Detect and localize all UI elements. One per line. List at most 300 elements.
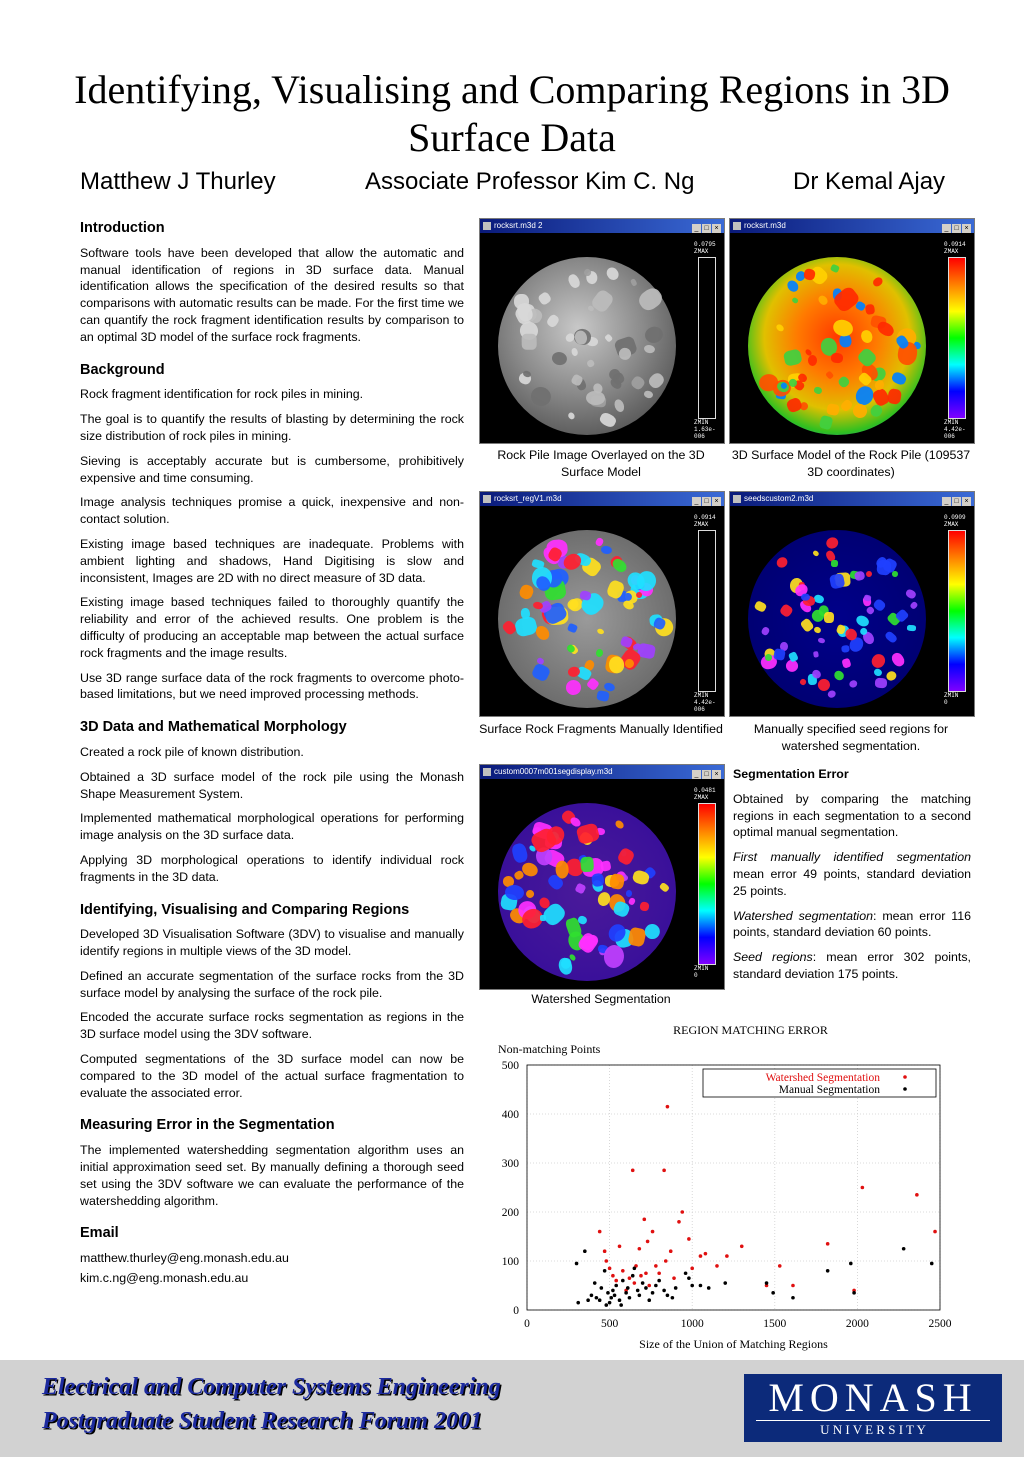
data-point xyxy=(639,1274,643,1278)
data-point xyxy=(671,1296,675,1300)
rock-fragment xyxy=(785,396,802,413)
chart-title: REGION MATCHING ERROR xyxy=(673,1023,828,1037)
rock-fragment xyxy=(866,571,872,578)
zmin-readout xyxy=(694,965,708,979)
zmin-label: ZMIN xyxy=(944,419,959,426)
data-point xyxy=(626,1286,630,1290)
rock-fragment xyxy=(629,278,637,287)
maximize-button[interactable]: □ xyxy=(952,224,961,233)
rock-fragment xyxy=(580,856,593,871)
rock-fragment xyxy=(545,313,560,329)
data-point xyxy=(915,1193,919,1197)
data-point xyxy=(826,1242,830,1246)
viewer-window xyxy=(729,491,975,717)
rock-fragment xyxy=(518,583,535,601)
data-point xyxy=(614,1284,618,1288)
surface-disk xyxy=(498,530,676,708)
data-point xyxy=(608,1267,612,1271)
colour-scale-bar xyxy=(698,530,716,692)
data-point xyxy=(618,1298,622,1302)
data-point xyxy=(664,1259,668,1263)
rock-fragment xyxy=(775,555,790,570)
data-point xyxy=(647,1284,651,1288)
segmentation-error-box xyxy=(733,766,971,991)
data-point xyxy=(669,1249,673,1253)
email-link[interactable]: kim.c.ng@eng.monash.edu.au xyxy=(80,1271,249,1286)
x-axis-label: Size of the Union of Matching Regions xyxy=(639,1337,828,1351)
rock-fragment xyxy=(643,344,655,353)
rock-fragment xyxy=(905,588,917,600)
rock-fragment xyxy=(818,637,826,644)
data-point xyxy=(725,1254,729,1258)
rock-fragment xyxy=(865,304,875,315)
paragraph: Obtained a 3D surface model of the rock pile using the Monash Shape Measurement System. xyxy=(80,769,464,801)
rock-fragment xyxy=(659,882,670,893)
zmax-value: 0.0481 xyxy=(694,787,716,794)
close-button[interactable]: × xyxy=(962,224,971,233)
data-point xyxy=(654,1264,658,1268)
data-point xyxy=(608,1301,612,1305)
paragraph: Applying 3D morphological operations to identify individual rock fragments in the 3D data. xyxy=(80,852,464,884)
rock-fragment xyxy=(604,265,621,282)
data-point xyxy=(765,1281,769,1285)
section-heading: Email xyxy=(80,1225,119,1242)
paragraph: Obtained by comparing the matching regions in each segmentation to a second optimal manual segmentation. xyxy=(733,791,971,840)
rock-fragment xyxy=(889,651,906,669)
rock-fragment xyxy=(869,403,885,419)
window-titlebar xyxy=(480,219,724,233)
rock-fragment xyxy=(798,678,806,686)
rock-fragment xyxy=(808,355,817,366)
rock-fragment xyxy=(826,690,837,700)
rock-fragment xyxy=(830,263,840,272)
rock-fragment xyxy=(528,385,553,409)
zmin-readout xyxy=(694,692,724,713)
rock-fragment xyxy=(876,559,891,575)
section-heading: Identifying, Visualising and Comparing Regions xyxy=(80,901,410,918)
result-text: : mean error 302 points, standard deviation 175 points. xyxy=(733,950,971,981)
data-point xyxy=(849,1262,853,1266)
zmax-readout xyxy=(694,514,716,528)
minimize-button[interactable]: _ xyxy=(692,770,701,779)
paragraph: Computed segmentations of the 3D surface model can now be compared to the 3D model of the actual surface fragmentation to evaluate the associated error. xyxy=(80,1052,464,1100)
y-tick-label: 0 xyxy=(513,1305,519,1317)
window-titlebar xyxy=(730,492,974,506)
email-link[interactable]: matthew.thurley@eng.monash.edu.au xyxy=(80,1251,289,1266)
section-identifying xyxy=(80,902,464,1102)
footer-line-1: Electrical and Computer Systems Engineering xyxy=(42,1374,501,1400)
figure-caption: Surface Rock Fragments Manually Identified xyxy=(479,722,723,736)
data-point xyxy=(654,1284,658,1288)
data-point xyxy=(715,1264,719,1268)
figure-caption: Manually specified seed regions for watershed segmentation. xyxy=(753,722,949,753)
rock-fragment xyxy=(826,403,839,416)
app-icon xyxy=(483,222,491,230)
zmin-label: ZMIN xyxy=(694,965,709,972)
section-background xyxy=(80,362,464,704)
data-point xyxy=(687,1237,691,1241)
paragraph: Rock fragment identification for rock piles in mining. xyxy=(80,387,364,402)
section-heading: 3D Data and Mathematical Morphology xyxy=(80,719,347,736)
left-column xyxy=(80,220,464,1303)
rock-fragment xyxy=(869,652,887,671)
x-tick-label: 1000 xyxy=(680,1318,704,1330)
rock-fragment xyxy=(828,573,845,589)
rock-fragment xyxy=(814,651,820,658)
data-point xyxy=(603,1269,607,1273)
data-point xyxy=(657,1279,661,1283)
zmax-value: 0.0914 xyxy=(944,241,966,248)
plot-frame xyxy=(527,1065,940,1310)
data-point xyxy=(704,1252,708,1256)
rock-fragment xyxy=(849,679,859,688)
paragraph: Defined an accurate segmentation of the surface rocks from the 3D surface model by analysing the surface of the rock pile. xyxy=(80,968,464,1000)
section-email xyxy=(80,1225,464,1286)
rock-fragment xyxy=(642,921,663,942)
data-point xyxy=(699,1284,703,1288)
figure-caption: Rock Pile Image Overlayed on the 3D Surface Model xyxy=(497,448,705,479)
x-tick-label: 1500 xyxy=(763,1318,787,1330)
data-point xyxy=(826,1269,830,1273)
rock-fragment xyxy=(854,570,866,581)
rock-fragment xyxy=(596,628,605,636)
zmax-readout xyxy=(944,241,966,255)
close-button[interactable]: × xyxy=(712,770,721,779)
rock-fragment xyxy=(831,560,838,568)
y-axis-label: Non-matching Points xyxy=(498,1042,601,1056)
data-point xyxy=(641,1281,645,1285)
section-measuring xyxy=(80,1117,464,1209)
legend-label: Manual Segmentation xyxy=(778,1084,880,1096)
rock-fragment xyxy=(574,883,586,895)
minimize-button[interactable]: _ xyxy=(942,497,951,506)
author-2: Associate Professor Kim C. Ng xyxy=(365,168,695,195)
rock-fragment xyxy=(855,614,871,629)
zmin-value: 4.42e-006 xyxy=(694,699,716,713)
data-point xyxy=(933,1230,937,1234)
data-point xyxy=(631,1169,635,1173)
data-point xyxy=(707,1286,711,1290)
viewer-window xyxy=(729,218,975,444)
rock-fragment xyxy=(883,630,897,644)
data-point xyxy=(771,1291,775,1295)
zmax-readout xyxy=(944,514,966,528)
x-tick-label: 0 xyxy=(524,1318,530,1330)
result-label: First manually identified segmentation xyxy=(733,850,971,865)
rock-fragment xyxy=(890,371,908,387)
colour-scale-bar xyxy=(698,257,716,419)
minimize-button[interactable]: _ xyxy=(692,224,701,233)
rock-fragment xyxy=(525,889,535,899)
monash-logo xyxy=(744,1374,1002,1442)
window-title: custom0007m001segdisplay.m3d xyxy=(494,767,613,776)
rock-fragment xyxy=(885,670,898,682)
rock-fragment xyxy=(819,415,834,431)
paragraph: The goal is to quantify the results of blasting by determining the rock size distribution of rock piles in mining. xyxy=(80,412,464,443)
rock-fragment xyxy=(775,323,785,333)
surface-disk xyxy=(748,530,926,708)
paragraph: Use 3D range surface data of the rock fragments to overcome photo-based limitations, but we need improved processing methods. xyxy=(80,670,464,702)
zmax-value: 0.0914 xyxy=(694,514,716,521)
rock-fragment xyxy=(907,625,916,631)
data-point xyxy=(631,1274,635,1278)
data-point xyxy=(723,1281,727,1285)
rock-fragment xyxy=(813,386,823,395)
rock-fragment xyxy=(609,873,625,890)
data-point xyxy=(791,1296,795,1300)
section-heading: Introduction xyxy=(80,220,165,236)
paragraph: Sieving is acceptably accurate but is cumbersome, prohibitively expensive and time consuming. xyxy=(80,453,464,485)
author-1: Matthew J Thurley xyxy=(80,168,276,195)
colour-scale-bar xyxy=(948,530,966,692)
result-text: mean error 49 points, standard deviation 25 points. xyxy=(733,866,971,898)
close-button[interactable]: × xyxy=(712,224,721,233)
data-point xyxy=(586,1298,590,1302)
data-point xyxy=(902,1247,906,1251)
data-point xyxy=(633,1267,637,1271)
data-point xyxy=(604,1303,608,1307)
data-point xyxy=(628,1276,632,1280)
paragraph: Existing image based techniques are inadequate. Problems with ambient lighting and shadows, Hand Digitising is slow and inconsistent, Images are 2D with no direct measure of 3D data. xyxy=(80,536,464,585)
window-title: seedscustom2.m3d xyxy=(744,494,814,503)
maximize-button[interactable]: □ xyxy=(952,497,961,506)
data-point xyxy=(624,1291,628,1295)
data-point xyxy=(684,1271,688,1275)
y-tick-label: 100 xyxy=(501,1256,519,1268)
data-point xyxy=(680,1210,684,1214)
rock-fragment xyxy=(753,600,767,613)
rock-fragment xyxy=(603,333,612,342)
rock-fragment xyxy=(817,294,830,307)
app-icon xyxy=(483,768,491,776)
paragraph: Encoded the accurate surface rocks segmentation as regions in the 3D surface model using the 3DV software. xyxy=(80,1010,464,1042)
region-matching-chart xyxy=(480,1018,960,1356)
rock-fragment xyxy=(510,842,529,864)
data-point xyxy=(778,1264,782,1268)
result-label: Seed regions xyxy=(733,950,813,965)
data-point xyxy=(852,1291,856,1295)
rock-fragment xyxy=(832,669,846,683)
y-tick-label: 200 xyxy=(501,1207,519,1219)
window-title: rocksrt.m3d xyxy=(744,221,786,230)
data-point xyxy=(593,1281,597,1285)
rock-fragment xyxy=(613,398,626,413)
rock-fragment xyxy=(841,657,851,668)
data-point xyxy=(583,1249,587,1253)
rock-fragment xyxy=(892,571,898,577)
x-tick-label: 2500 xyxy=(928,1318,952,1330)
rock-fragment xyxy=(636,285,666,314)
data-point xyxy=(636,1289,640,1293)
zmax-label: ZMAX xyxy=(694,521,709,528)
colour-scale-bar xyxy=(698,803,716,965)
close-button[interactable]: × xyxy=(962,497,971,506)
zmax-value: 0.0909 xyxy=(944,514,966,521)
subsection-heading: Segmentation Error xyxy=(733,767,849,781)
section-heading: Background xyxy=(80,361,165,378)
maximize-button[interactable]: □ xyxy=(702,770,711,779)
paragraph: Existing image based techniques failed to thoroughly quantify the reliability and error of the achieved results. One problem is the difficulty of producing an acceptable map between the actual surface rock fragments and the image results. xyxy=(80,595,464,660)
x-tick-label: 500 xyxy=(600,1318,619,1330)
legend-marker xyxy=(903,1075,907,1079)
data-point xyxy=(638,1294,642,1298)
data-point xyxy=(662,1289,666,1293)
author-3: Dr Kemal Ajay xyxy=(793,168,946,195)
viewer-window xyxy=(479,764,725,990)
window-title: rocksrt_regV1.m3d xyxy=(494,494,562,503)
data-point xyxy=(619,1303,623,1307)
data-point xyxy=(699,1254,703,1258)
data-point xyxy=(600,1286,604,1290)
minimize-button[interactable]: _ xyxy=(692,497,701,506)
rock-fragment xyxy=(831,318,855,340)
data-point xyxy=(651,1230,655,1234)
data-point xyxy=(666,1294,670,1298)
legend-label: Watershed Segmentation xyxy=(765,1072,880,1084)
data-point xyxy=(791,1284,795,1288)
data-point xyxy=(687,1276,691,1280)
data-point xyxy=(633,1281,637,1285)
data-point xyxy=(614,1279,618,1283)
legend-marker xyxy=(903,1087,907,1091)
rock-fragment xyxy=(630,374,647,391)
surface-disk xyxy=(748,257,926,435)
data-point xyxy=(621,1279,625,1283)
rock-fragment xyxy=(887,388,902,405)
rock-fragment xyxy=(837,375,851,389)
rock-fragment xyxy=(596,690,609,702)
rock-fragment xyxy=(910,600,919,609)
data-point xyxy=(638,1247,642,1251)
rock-fragment xyxy=(514,615,539,638)
rock-fragment xyxy=(628,897,637,906)
zmin-label: ZMIN xyxy=(694,692,709,699)
data-point xyxy=(621,1269,625,1273)
paragraph: Image analysis techniques promise a quick, inexpensive and non-contact solution. xyxy=(80,495,464,527)
rock-fragment xyxy=(791,297,799,305)
y-tick-label: 300 xyxy=(501,1158,519,1170)
zmin-readout xyxy=(694,419,724,440)
close-button[interactable]: × xyxy=(712,497,721,506)
zmax-label: ZMAX xyxy=(694,248,709,255)
footer-line-2: Postgraduate Student Research Forum 2001 xyxy=(42,1408,483,1434)
figure-caption: 3D Surface Model of the Rock Pile (109537 3D coordinates) xyxy=(731,448,971,479)
data-point xyxy=(628,1296,632,1300)
data-point xyxy=(595,1296,599,1300)
data-point xyxy=(646,1240,650,1244)
viewer-window xyxy=(479,218,725,444)
zmin-label: ZMIN xyxy=(944,692,959,699)
logo-sub-text: U N I V E R S I T Y xyxy=(756,1420,990,1439)
surface-disk xyxy=(498,257,676,435)
data-point xyxy=(590,1294,594,1298)
window-titlebar xyxy=(730,219,974,233)
data-point xyxy=(598,1230,602,1234)
window-titlebar xyxy=(480,492,724,506)
data-point xyxy=(613,1294,617,1298)
app-icon xyxy=(733,495,741,503)
data-point xyxy=(690,1267,694,1271)
zmin-value: 0 xyxy=(944,699,948,706)
data-point xyxy=(611,1274,615,1278)
data-point xyxy=(644,1271,648,1275)
rock-fragment xyxy=(799,617,814,633)
rock-fragment xyxy=(859,328,874,344)
rock-fragment xyxy=(540,915,546,921)
paragraph: Created a rock pile of known distribution. xyxy=(80,744,304,759)
result-item xyxy=(733,849,971,899)
rock-fragment xyxy=(643,389,654,398)
data-point xyxy=(606,1291,610,1295)
rock-fragment xyxy=(616,846,636,866)
maximize-button[interactable]: □ xyxy=(702,224,711,233)
zmax-label: ZMAX xyxy=(944,248,959,255)
paragraph: Developed 3D Visualisation Software (3DV) to visualise and manually identify regions in multiple views of the 3D model. xyxy=(80,927,464,959)
zmax-label: ZMAX xyxy=(694,794,709,801)
data-point xyxy=(657,1271,661,1275)
rock-fragment xyxy=(813,626,822,634)
data-point xyxy=(647,1298,651,1302)
result-label: Watershed segmentation xyxy=(733,908,873,923)
data-point xyxy=(930,1262,934,1266)
rock-fragment xyxy=(537,290,553,306)
rock-fragment xyxy=(646,371,666,390)
rock-fragment xyxy=(856,347,878,369)
rock-fragment xyxy=(600,545,612,555)
rock-fragment xyxy=(831,352,844,363)
section-heading: Measuring Error in the Segmentation xyxy=(80,1117,335,1134)
paragraph: Software tools have been developed that allow the automatic and manual identification of regions in 3D surface data. Manual identification allows the specification of the desired results so that comparisons with automatic results can be made. For the first time we can quantify the rock fragment identification results by comparison to an optimal 3D model of the surface rock fragments. xyxy=(80,245,464,344)
zmin-label: ZMIN xyxy=(694,419,709,426)
rock-fragment xyxy=(551,350,568,366)
minimize-button[interactable]: _ xyxy=(942,224,951,233)
section-introduction xyxy=(80,220,464,346)
rock-fragment xyxy=(565,680,581,697)
y-tick-label: 500 xyxy=(501,1060,519,1072)
data-point xyxy=(672,1276,676,1280)
rock-fragment xyxy=(586,359,596,369)
data-point xyxy=(642,1218,646,1222)
data-point xyxy=(690,1284,694,1288)
rock-fragment xyxy=(567,273,582,290)
paragraph: Implemented mathematical morphological operations for performing image analysis on the 3D surface data. xyxy=(80,811,464,843)
window-title: rocksrt.m3d 2 xyxy=(494,221,543,230)
result-item xyxy=(733,908,971,942)
data-point xyxy=(575,1262,579,1266)
figure-caption: Watershed Segmentation xyxy=(531,992,671,1006)
colour-scale-bar xyxy=(948,257,966,419)
rock-fragment xyxy=(639,901,649,911)
rock-fragment xyxy=(875,678,887,688)
x-tick-label: 2000 xyxy=(845,1318,869,1330)
rock-fragment xyxy=(531,662,552,682)
maximize-button[interactable]: □ xyxy=(702,497,711,506)
zmin-value: 1.63e-006 xyxy=(694,426,716,440)
logo-main-text: MONASH xyxy=(768,1375,978,1420)
data-point xyxy=(609,1296,613,1300)
viewer-window xyxy=(479,491,725,717)
zmax-value: 0.0795 xyxy=(694,241,716,248)
data-point xyxy=(674,1286,678,1290)
rock-fragment xyxy=(813,550,821,557)
rock-fragment xyxy=(782,348,802,367)
data-point xyxy=(651,1291,655,1295)
data-point xyxy=(598,1298,602,1302)
data-point xyxy=(666,1105,670,1109)
rock-fragment xyxy=(625,889,632,896)
data-point xyxy=(662,1169,666,1173)
poster-title: Identifying, Visualising and Comparing Regions in 3D Surface Data xyxy=(74,67,950,160)
